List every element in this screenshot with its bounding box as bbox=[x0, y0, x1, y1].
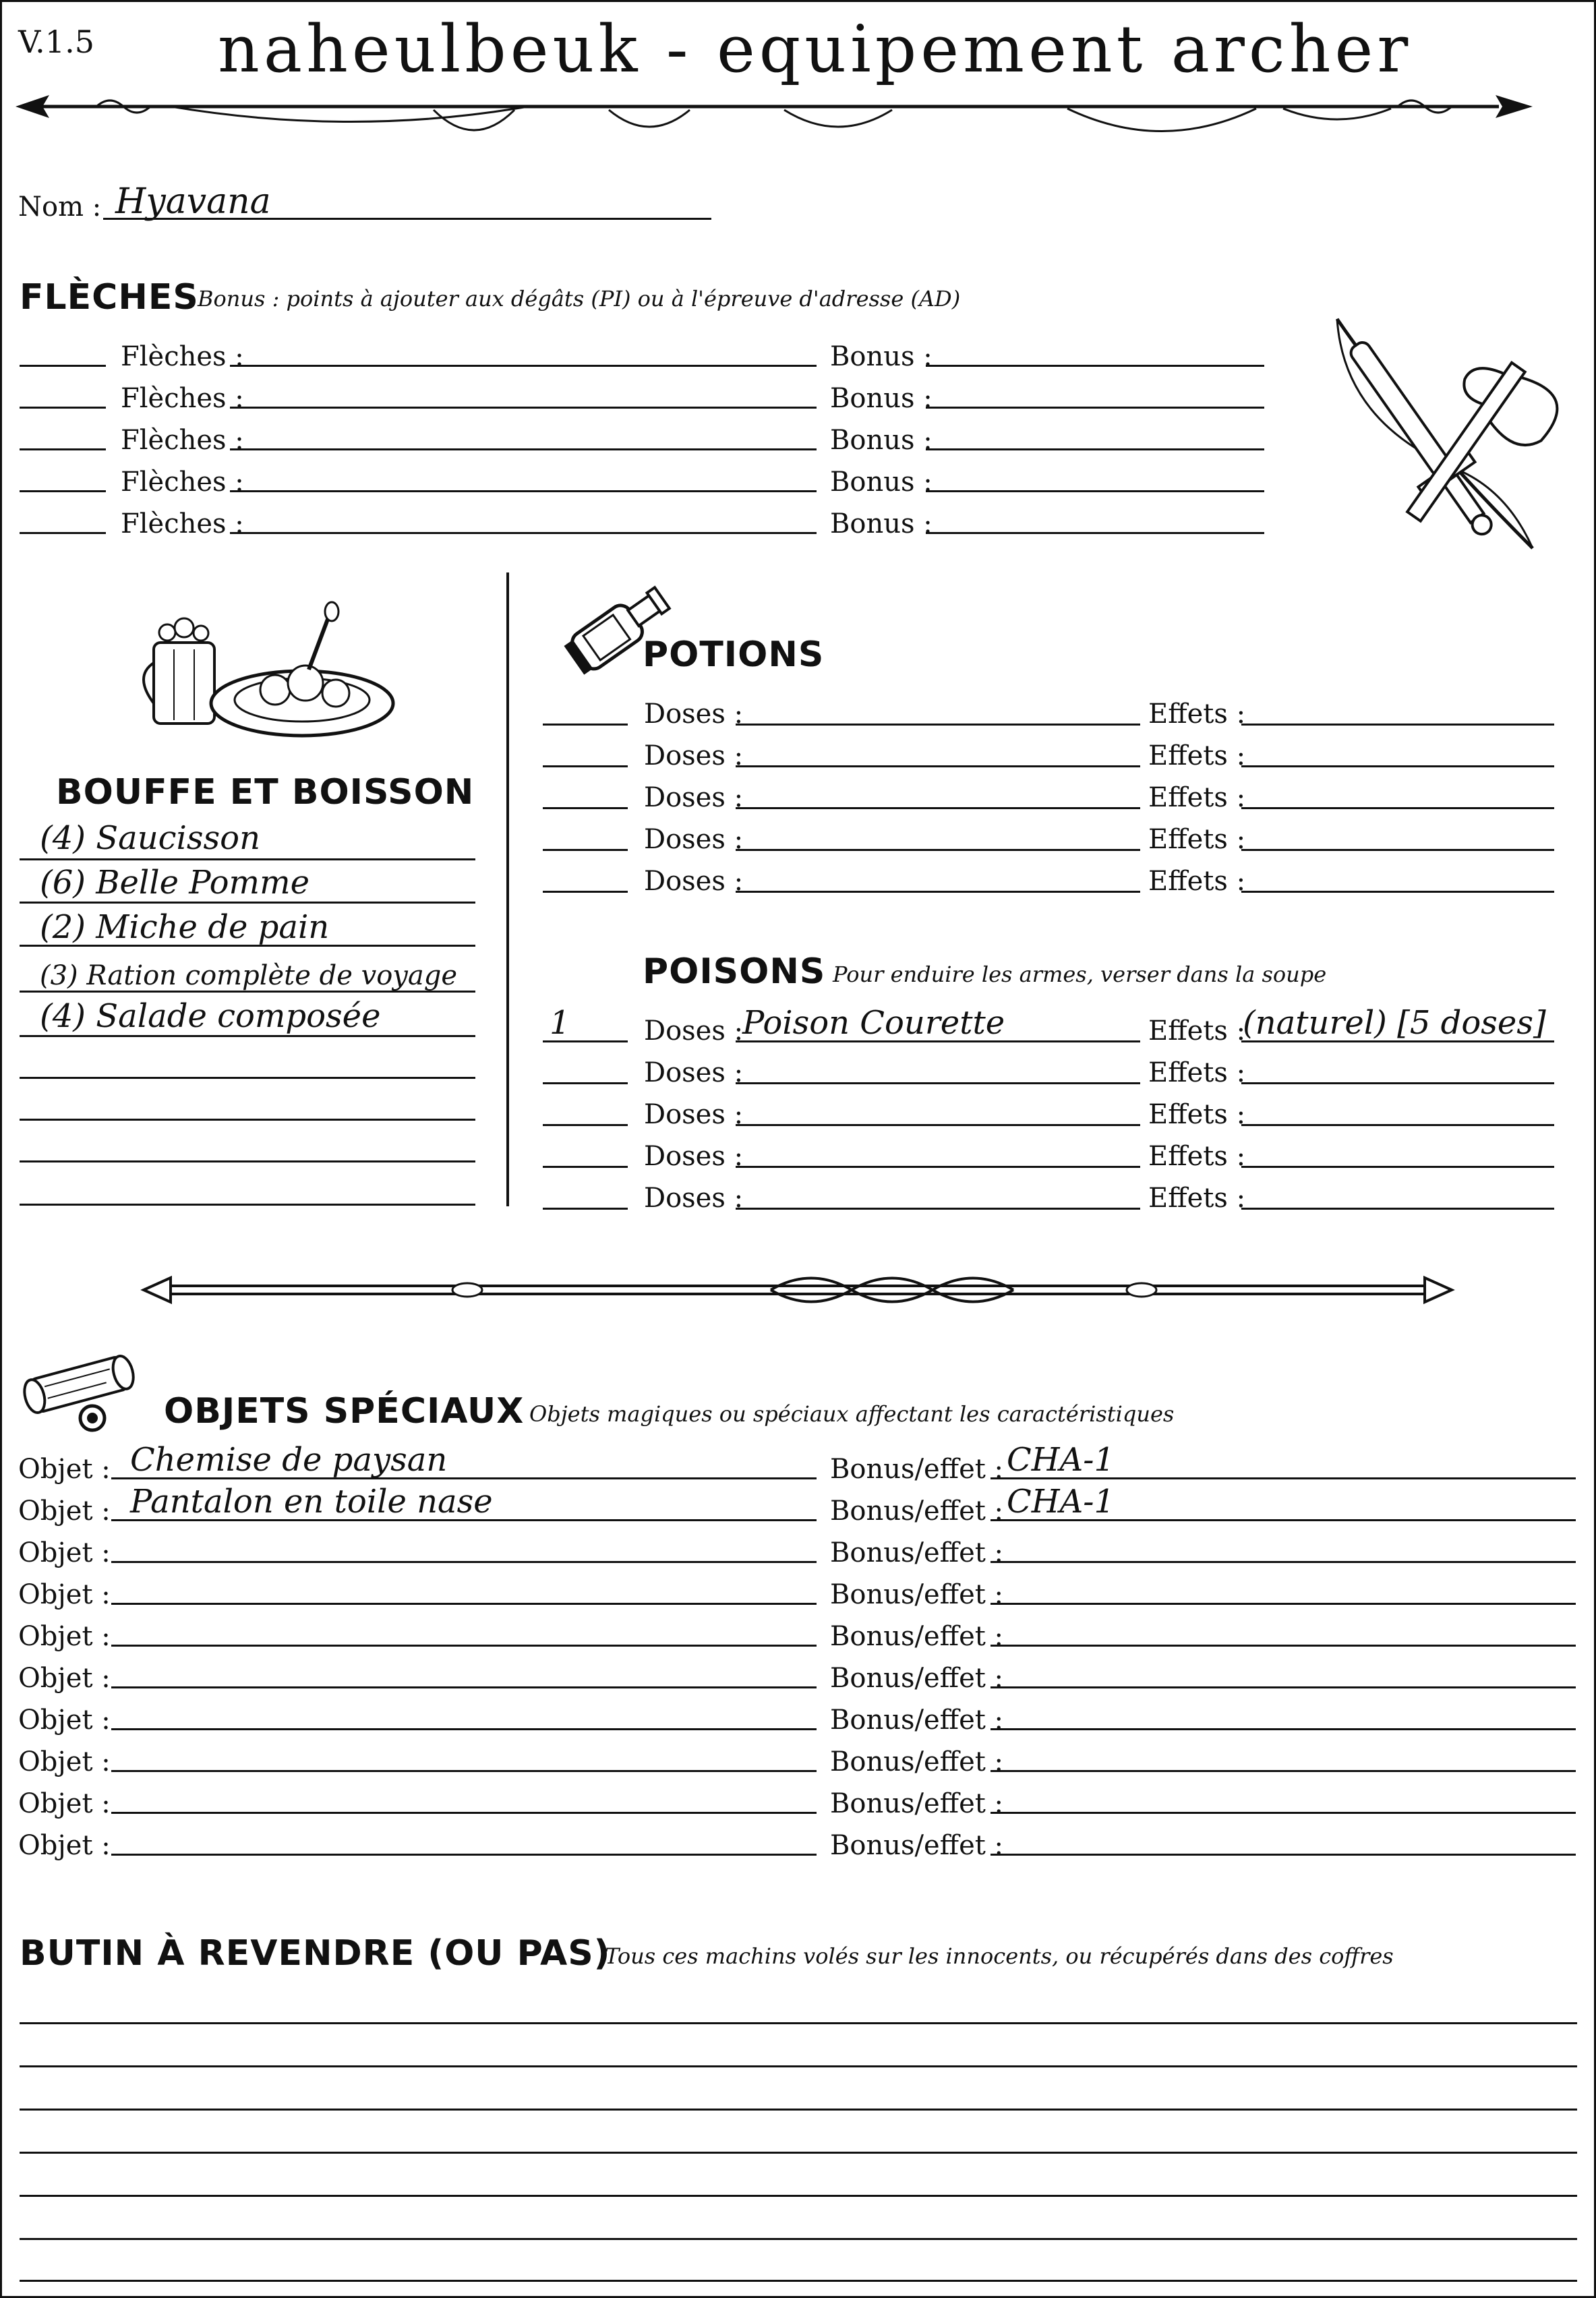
objet-label: Objet : bbox=[18, 1496, 111, 1527]
bouffe-line bbox=[20, 1160, 475, 1162]
objet-label: Objet : bbox=[18, 1579, 111, 1610]
potion-effect-field[interactable] bbox=[1241, 849, 1554, 851]
bouffe-item[interactable]: (2) Miche de pain bbox=[40, 908, 330, 946]
objet-effect-field[interactable] bbox=[991, 1686, 1576, 1688]
potion-effets-label: Effets : bbox=[1148, 824, 1246, 855]
objet-name-field[interactable] bbox=[111, 1686, 817, 1688]
poison-name-line bbox=[736, 1040, 1140, 1042]
bouffe-line bbox=[20, 1077, 475, 1079]
fleche-label: Flèches : bbox=[121, 425, 244, 456]
objet-label: Objet : bbox=[18, 1663, 111, 1694]
objet-name-field[interactable] bbox=[111, 1603, 817, 1605]
butin-line[interactable] bbox=[20, 2195, 1577, 2197]
poison-name-field[interactable] bbox=[736, 1082, 1140, 1084]
fleche-name-field[interactable] bbox=[230, 448, 817, 450]
version-label: V.1.5 bbox=[18, 24, 94, 60]
staff-divider-icon bbox=[130, 1263, 1465, 1317]
column-divider bbox=[506, 572, 509, 1206]
objets-subtitle: Objets magiques ou spéciaux affectant les caractéristiques bbox=[529, 1401, 1175, 1427]
objet-bonus-label: Bonus/effet : bbox=[830, 1788, 1004, 1819]
potion-effets-label: Effets : bbox=[1148, 866, 1246, 897]
poison-qty-field[interactable] bbox=[543, 1208, 628, 1210]
fleche-qty-field[interactable] bbox=[20, 448, 106, 450]
butin-line[interactable] bbox=[20, 2022, 1577, 2024]
fleche-bonus-label: Bonus : bbox=[830, 425, 933, 456]
potion-effets-label: Effets : bbox=[1148, 740, 1246, 771]
objet-label: Objet : bbox=[18, 1705, 111, 1736]
bouffe-line bbox=[20, 858, 475, 860]
poison-effect-field[interactable]: (naturel) [5 doses] bbox=[1243, 1004, 1546, 1042]
objet-effect-field[interactable] bbox=[991, 1770, 1576, 1772]
poison-effect-line bbox=[1241, 1040, 1554, 1042]
bouffe-line bbox=[20, 1119, 475, 1121]
potion-name-field[interactable] bbox=[736, 849, 1140, 851]
objet-name-field[interactable]: Chemise de paysan bbox=[130, 1441, 448, 1479]
objet-bonus-label: Bonus/effet : bbox=[830, 1621, 1004, 1652]
objet-name-field[interactable] bbox=[111, 1854, 817, 1856]
poison-effect-field[interactable] bbox=[1241, 1208, 1554, 1210]
potion-effect-field[interactable] bbox=[1241, 724, 1554, 726]
fleche-label: Flèches : bbox=[121, 508, 244, 539]
arrow-divider-icon bbox=[16, 90, 1533, 144]
bouffe-line bbox=[20, 1204, 475, 1206]
butin-line[interactable] bbox=[20, 2152, 1577, 2154]
poison-effect-field[interactable] bbox=[1241, 1082, 1554, 1084]
crossed-sword-axe-bow-icon bbox=[1317, 312, 1573, 562]
potion-qty-field[interactable] bbox=[543, 724, 628, 726]
potion-doses-label: Doses : bbox=[644, 866, 744, 897]
objet-bonus-label: Bonus/effet : bbox=[830, 1537, 1004, 1568]
poison-effets-label: Effets : bbox=[1148, 1141, 1246, 1172]
potion-name-field[interactable] bbox=[736, 724, 1140, 726]
fleche-bonus-label: Bonus : bbox=[830, 383, 933, 414]
potion-qty-field[interactable] bbox=[543, 891, 628, 893]
poison-effets-label: Effets : bbox=[1148, 1183, 1246, 1214]
fleches-heading: FLÈCHES bbox=[20, 277, 199, 318]
objet-name-line bbox=[111, 1477, 817, 1479]
fleche-label: Flèches : bbox=[121, 383, 244, 414]
mug-and-plate-icon bbox=[140, 602, 396, 740]
fleche-qty-field[interactable] bbox=[20, 532, 106, 534]
nom-label: Nom : bbox=[18, 192, 102, 223]
objet-bonus-label: Bonus/effet : bbox=[830, 1746, 1004, 1777]
potion-qty-field[interactable] bbox=[543, 807, 628, 809]
bouffe-line bbox=[20, 945, 475, 947]
poison-doses-label: Doses : bbox=[644, 1057, 744, 1088]
bouffe-line bbox=[20, 1035, 475, 1037]
fleche-qty-field[interactable] bbox=[20, 365, 106, 367]
bouffe-item[interactable]: (4) Salade composée bbox=[40, 997, 381, 1035]
objet-effect-field[interactable] bbox=[991, 1854, 1576, 1856]
fleche-name-field[interactable] bbox=[230, 365, 817, 367]
potion-effets-label: Effets : bbox=[1148, 782, 1246, 813]
objet-name-field[interactable] bbox=[111, 1645, 817, 1647]
fleche-label: Flèches : bbox=[121, 341, 244, 372]
fleche-bonus-label: Bonus : bbox=[830, 467, 933, 498]
potion-name-field[interactable] bbox=[736, 765, 1140, 767]
objet-label: Objet : bbox=[18, 1621, 111, 1652]
fleche-bonus-field[interactable] bbox=[926, 532, 1264, 534]
bouffe-item[interactable]: (4) Saucisson bbox=[40, 819, 260, 857]
poison-name-field[interactable] bbox=[736, 1166, 1140, 1168]
fleche-name-field[interactable] bbox=[230, 490, 817, 492]
nom-underline bbox=[103, 218, 711, 220]
fleche-name-field[interactable] bbox=[230, 407, 817, 409]
objet-label: Objet : bbox=[18, 1746, 111, 1777]
objet-label: Objet : bbox=[18, 1454, 111, 1485]
potion-effect-field[interactable] bbox=[1241, 807, 1554, 809]
poison-qty-field[interactable]: 1 bbox=[550, 1004, 570, 1042]
poison-doses-label: Doses : bbox=[644, 1141, 744, 1172]
potion-name-field[interactable] bbox=[736, 891, 1140, 893]
objet-name-line bbox=[111, 1519, 817, 1521]
objets-heading: OBJETS SPÉCIAUX bbox=[164, 1391, 525, 1432]
objet-bonus-label: Bonus/effet : bbox=[830, 1496, 1004, 1527]
butin-heading: BUTIN À REVENDRE (OU PAS) bbox=[20, 1933, 611, 1974]
bouffe-heading: BOUFFE ET BOISSON bbox=[56, 772, 475, 813]
objet-name-field[interactable]: Pantalon en toile nase bbox=[130, 1483, 493, 1521]
poisons-heading: POISONS bbox=[643, 951, 826, 992]
poison-effets-label: Effets : bbox=[1148, 1057, 1246, 1088]
poison-qty-line bbox=[543, 1040, 628, 1042]
potion-name-field[interactable] bbox=[736, 807, 1140, 809]
bouffe-item[interactable]: (6) Belle Pomme bbox=[40, 864, 309, 902]
bouffe-item[interactable]: (3) Ration complète de voyage bbox=[40, 960, 458, 991]
poison-name-field[interactable] bbox=[736, 1124, 1140, 1126]
potion-doses-label: Doses : bbox=[644, 824, 744, 855]
objet-effect-line bbox=[991, 1519, 1576, 1521]
potion-qty-field[interactable] bbox=[543, 849, 628, 851]
fleche-label: Flèches : bbox=[121, 467, 244, 498]
potion-doses-label: Doses : bbox=[644, 782, 744, 813]
fleche-qty-field[interactable] bbox=[20, 490, 106, 492]
bouffe-line bbox=[20, 902, 475, 904]
objet-label: Objet : bbox=[18, 1830, 111, 1861]
potion-effets-label: Effets : bbox=[1148, 699, 1246, 730]
poison-doses-label: Doses : bbox=[644, 1015, 744, 1047]
butin-line[interactable] bbox=[20, 2238, 1577, 2240]
poison-effect-field[interactable] bbox=[1241, 1124, 1554, 1126]
objet-bonus-label: Bonus/effet : bbox=[830, 1830, 1004, 1861]
poison-effets-label: Effets : bbox=[1148, 1015, 1246, 1047]
objet-effect-field[interactable] bbox=[991, 1561, 1576, 1563]
scroll-and-ring-icon bbox=[18, 1351, 167, 1438]
objet-effect-field[interactable]: CHA-1 bbox=[1007, 1441, 1115, 1479]
potion-effect-field[interactable] bbox=[1241, 765, 1554, 767]
poison-effets-label: Effets : bbox=[1148, 1099, 1246, 1130]
butin-line[interactable] bbox=[20, 2280, 1577, 2282]
poison-qty-field[interactable] bbox=[543, 1124, 628, 1126]
objet-bonus-label: Bonus/effet : bbox=[830, 1705, 1004, 1736]
butin-line[interactable] bbox=[20, 2109, 1577, 2111]
potion-qty-field[interactable] bbox=[543, 765, 628, 767]
fleche-name-field[interactable] bbox=[230, 532, 817, 534]
potion-doses-label: Doses : bbox=[644, 699, 744, 730]
fleches-subtitle: Bonus : points à ajouter aux dégâts (PI) ou à l'épreuve d'adresse (AD) bbox=[198, 286, 961, 312]
objet-name-field[interactable] bbox=[111, 1728, 817, 1730]
poison-doses-label: Doses : bbox=[644, 1183, 744, 1214]
poison-qty-field[interactable] bbox=[543, 1082, 628, 1084]
objet-name-field[interactable] bbox=[111, 1770, 817, 1772]
butin-line[interactable] bbox=[20, 2065, 1577, 2067]
objet-label: Objet : bbox=[18, 1537, 111, 1568]
objet-effect-line bbox=[991, 1477, 1576, 1479]
fleche-bonus-label: Bonus : bbox=[830, 508, 933, 539]
fleche-bonus-label: Bonus : bbox=[830, 341, 933, 372]
poison-name-field[interactable]: Poison Courette bbox=[742, 1004, 1005, 1042]
objet-name-field[interactable] bbox=[111, 1812, 817, 1814]
poison-qty-field[interactable] bbox=[543, 1166, 628, 1168]
bouffe-line bbox=[20, 991, 475, 993]
objet-effect-field[interactable] bbox=[991, 1728, 1576, 1730]
objet-label: Objet : bbox=[18, 1788, 111, 1819]
fleche-qty-field[interactable] bbox=[20, 407, 106, 409]
fleche-bonus-field[interactable] bbox=[926, 407, 1264, 409]
objet-effect-field[interactable] bbox=[991, 1812, 1576, 1814]
nom-field[interactable]: Hyavana bbox=[115, 181, 271, 222]
page-title: naheulbeuk - equipement archer bbox=[218, 11, 1413, 87]
objet-effect-field[interactable] bbox=[991, 1645, 1576, 1647]
poison-effect-field[interactable] bbox=[1241, 1166, 1554, 1168]
objet-effect-field[interactable]: CHA-1 bbox=[1007, 1483, 1115, 1521]
objet-effect-field[interactable] bbox=[991, 1603, 1576, 1605]
objet-bonus-label: Bonus/effet : bbox=[830, 1454, 1004, 1485]
potions-heading: POTIONS bbox=[643, 635, 825, 675]
butin-subtitle: Tous ces machins volés sur les innocents, ou récupérés dans des coffres bbox=[605, 1943, 1394, 1969]
poison-doses-label: Doses : bbox=[644, 1099, 744, 1130]
objet-bonus-label: Bonus/effet : bbox=[830, 1663, 1004, 1694]
objet-name-field[interactable] bbox=[111, 1561, 817, 1563]
fleche-bonus-field[interactable] bbox=[926, 365, 1264, 367]
potion-doses-label: Doses : bbox=[644, 740, 744, 771]
potion-effect-field[interactable] bbox=[1241, 891, 1554, 893]
poisons-subtitle: Pour enduire les armes, verser dans la soupe bbox=[833, 962, 1327, 987]
fleche-bonus-field[interactable] bbox=[926, 448, 1264, 450]
fleche-bonus-field[interactable] bbox=[926, 490, 1264, 492]
poison-name-field[interactable] bbox=[736, 1208, 1140, 1210]
objet-bonus-label: Bonus/effet : bbox=[830, 1579, 1004, 1610]
